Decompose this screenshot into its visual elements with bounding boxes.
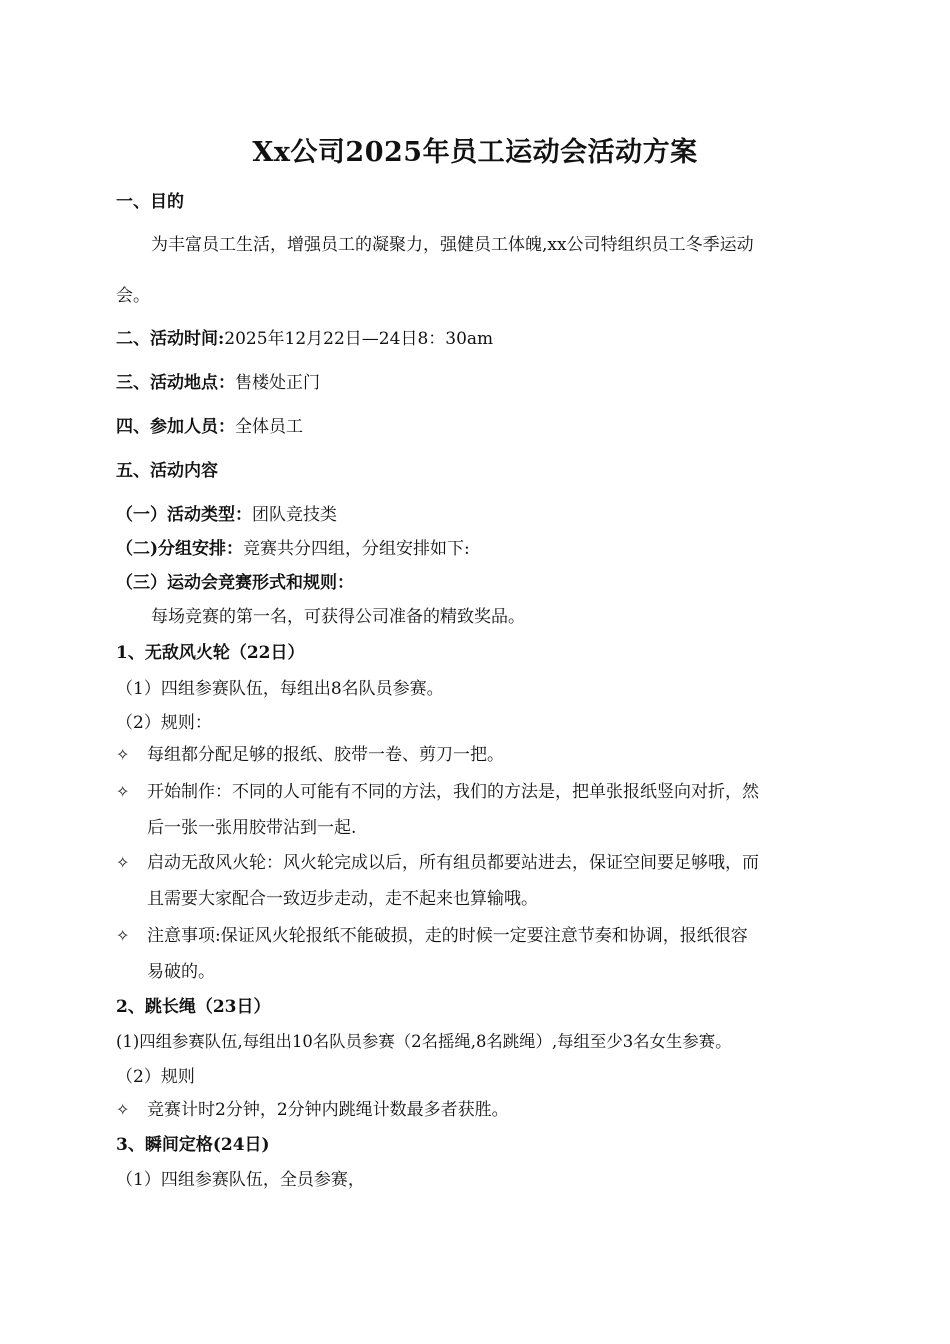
section-4-line	[116, 415, 303, 439]
game-1-line-2: （2）规则：	[116, 713, 212, 733]
section-2-value: 2025年12月22日—24日8：30am	[224, 329, 494, 349]
bullet-star-icon: ✧	[116, 745, 130, 764]
section-2-line	[116, 327, 493, 351]
content-1-value: 团队竞技类	[252, 505, 337, 525]
content-1-heading: （一）活动类型：	[116, 505, 252, 525]
bullet-star-icon: ✧	[116, 1100, 130, 1119]
content-2-heading: （二)分组安排：	[116, 539, 244, 559]
bullet-star-icon: ✧	[116, 853, 130, 872]
game-1-bullet-3-line-1: 启动无敌风火轮：风火轮完成以后，所有组员都要站进去，保证空间要足够哦，而	[147, 853, 759, 873]
section-3-value: 售楼处正门	[235, 373, 320, 393]
section-3-heading: 三、活动地点：	[116, 373, 235, 393]
game-1-bullet-2-line-2: 后一张一张用胶带沾到一起.	[147, 818, 357, 838]
section-1-heading: 一、目的	[116, 192, 184, 212]
section-4-value: 全体员工	[235, 417, 303, 437]
game-1-bullet-2-line-1: 开始制作：不同的人可能有不同的方法，我们的方法是，把单张报纸竖向对折，然	[147, 782, 759, 802]
game-1-bullet-1: 每组都分配足够的报纸、胶带一卷、剪刀一把。	[147, 745, 504, 765]
section-3-line	[116, 371, 320, 395]
game-1-bullet-4-line-1: 注意事项:保证风火轮报纸不能破损，走的时候一定要注意节奏和协调，报纸很容	[147, 926, 748, 946]
bullet-star-icon: ✧	[116, 926, 130, 945]
game-2-bullet-1: 竞赛计时2分钟，2分钟内跳绳计数最多者获胜。	[147, 1100, 509, 1120]
game-1-line-1: （1）四组参赛队伍，每组出8名队员参赛。	[116, 679, 444, 699]
game-2-heading: 2、跳长绳（23日）	[116, 997, 271, 1017]
section-4-heading: 四、参加人员：	[116, 417, 235, 437]
content-3-heading: （三）运动会竞赛形式和规则：	[116, 573, 354, 593]
bullet-star-icon: ✧	[116, 782, 130, 801]
game-1-heading: 1、无敌风火轮（22日）	[116, 643, 305, 663]
section-5-heading: 五、活动内容	[116, 461, 218, 481]
section-1-paragraph-line-1: 为丰富员工生活，增强员工的凝聚力，强健员工体魄,xx公司特组织员工冬季运动	[151, 235, 754, 255]
content-1-line	[116, 503, 337, 527]
game-1-bullet-3-line-2: 且需要大家配合一致迈步走动，走不起来也算输哦。	[147, 889, 538, 909]
section-2-heading: 二、活动时间:	[116, 329, 225, 349]
game-2-line-2: （2）规则	[116, 1067, 195, 1087]
game-2-line-1: (1)四组参赛队伍,每组出10名队员参赛（2名摇绳,8名跳绳）,每组至少3名女生参赛。	[116, 1032, 732, 1051]
content-2-line	[116, 537, 470, 561]
document-title: Xx公司2025年员工运动会活动方案	[252, 137, 698, 168]
content-3-paragraph: 每场竞赛的第一名，可获得公司准备的精致奖品。	[151, 607, 525, 627]
game-1-bullet-4-line-2: 易破的。	[147, 962, 215, 982]
content-2-value: 竞赛共分四组，分组安排如下:	[243, 539, 470, 559]
section-1-paragraph-line-2: 会。	[116, 286, 150, 306]
game-3-line-1: （1）四组参赛队伍，全员参赛，	[116, 1170, 365, 1190]
game-3-heading: 3、瞬间定格(24日)	[116, 1135, 270, 1155]
